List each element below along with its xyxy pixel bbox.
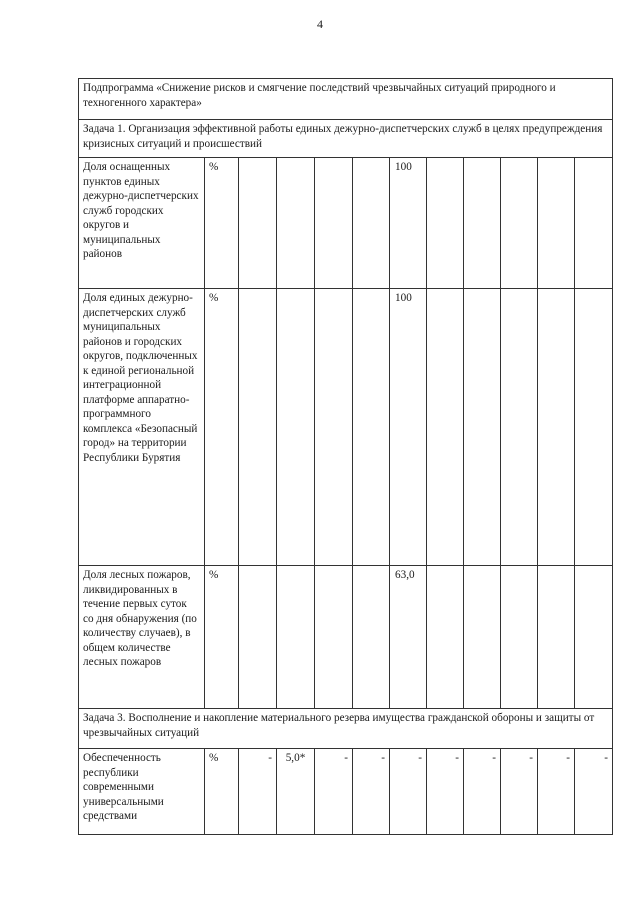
task1-title: Задача 1. Организация эффективной работы единых дежурно-диспетчерских служб в целях предупреждения кризисных ситуаций и происшествий [79, 120, 613, 158]
value-cell [575, 158, 613, 289]
indicators-table [78, 78, 613, 835]
value-cell [464, 289, 501, 566]
task3-title: Задача 3. Восполнение и накопление материального резерва имущества гражданской обороны и защиты от чрезвычайных ситуаций [79, 709, 613, 749]
page-number: 4 [317, 17, 323, 31]
value-cell: - [501, 749, 538, 835]
value-cell [353, 158, 390, 289]
task1-row [79, 120, 613, 158]
value-cell: 5,0* [277, 749, 315, 835]
value-cell: - [315, 749, 353, 835]
table-row [79, 566, 613, 709]
value-cell [353, 566, 390, 709]
value-cell [315, 289, 353, 566]
value-cell [538, 566, 575, 709]
value-cell [277, 566, 315, 709]
value-cell [427, 289, 464, 566]
indicator-name: Доля лесных пожаров, ликвидированных в течение первых суток со дня обнаружения (по количеству случаев), в общем количестве лесных пожаров [79, 566, 205, 709]
value-cell: 100 [390, 289, 427, 566]
value-cell [239, 566, 277, 709]
value-cell [427, 158, 464, 289]
table-row [79, 158, 613, 289]
value-cell: - [390, 749, 427, 835]
value-cell [239, 158, 277, 289]
indicator-unit: % [205, 289, 239, 566]
value-cell: - [427, 749, 464, 835]
task3-row [79, 709, 613, 749]
indicator-name: Доля единых дежурно-диспетчерских служб муниципальных районов и городских округов, подключенных к единой региональной интеграционной платформе аппаратно-программного комплекса «Безопасный город» на территории Республики Бурятия [79, 289, 205, 566]
value-cell: 100 [390, 158, 427, 289]
indicator-unit: % [205, 566, 239, 709]
value-cell [277, 158, 315, 289]
value-cell: - [353, 749, 390, 835]
value-cell [575, 566, 613, 709]
value-cell [575, 289, 613, 566]
value-cell: 63,0 [390, 566, 427, 709]
indicator-name: Обеспеченность республики современными универсальными средствами [79, 749, 205, 835]
subprogram-title: Подпрограмма «Снижение рисков и смягчение последствий чрезвычайных ситуаций природного и техногенного характера» [79, 79, 613, 120]
value-cell: - [538, 749, 575, 835]
value-cell [277, 289, 315, 566]
value-cell [315, 158, 353, 289]
value-cell [464, 566, 501, 709]
value-cell: - [575, 749, 613, 835]
indicator-name: Доля оснащенных пунктов единых дежурно-диспетчерских служб городских округов и муниципальных районов [79, 158, 205, 289]
value-cell [501, 289, 538, 566]
table-row [79, 289, 613, 566]
table-row [79, 749, 613, 835]
value-cell [315, 566, 353, 709]
value-cell [353, 289, 390, 566]
value-cell: - [239, 749, 277, 835]
indicator-unit: % [205, 749, 239, 835]
value-cell [501, 158, 538, 289]
indicator-unit: % [205, 158, 239, 289]
value-cell [464, 158, 501, 289]
value-cell [501, 566, 538, 709]
value-cell [427, 566, 464, 709]
value-cell [538, 289, 575, 566]
value-cell [239, 289, 277, 566]
subprogram-row [79, 79, 613, 120]
value-cell: - [464, 749, 501, 835]
value-cell [538, 158, 575, 289]
